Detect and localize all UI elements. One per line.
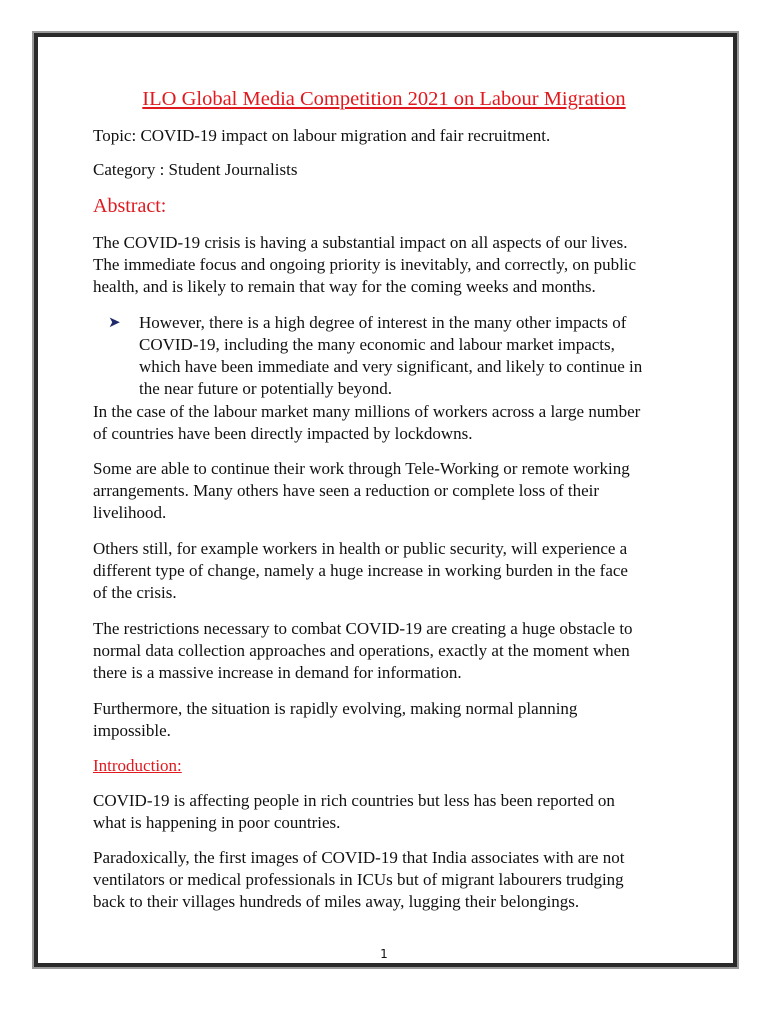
- paragraph-8: [93, 847, 624, 913]
- line: COVID-19 is affecting people in rich countries but less has been reported on: [93, 791, 615, 810]
- paragraph-4: [93, 538, 628, 604]
- paragraph-2: [93, 401, 640, 445]
- abstract-heading: [93, 195, 166, 217]
- paragraph-5: [93, 618, 633, 684]
- paragraph-7: [93, 790, 615, 834]
- page-number: 1: [380, 947, 388, 961]
- line: the near future or potentially beyond.: [139, 379, 393, 398]
- arrow-bullet-icon: ➤: [108, 315, 121, 331]
- line: Some are able to continue their work through Tele-Working or remote working: [93, 459, 630, 478]
- line: The restrictions necessary to combat COVID-19 are creating a huge obstacle to: [93, 619, 633, 638]
- title-text: ILO Global Media Competition 2021 on Labour Migration: [142, 88, 626, 110]
- line: impossible.: [93, 721, 171, 740]
- abstract-heading-text: Abstract:: [93, 195, 167, 217]
- line: what is happening in poor countries.: [93, 813, 341, 832]
- line: The COVID-19 crisis is having a substantial impact on all aspects of our lives.: [93, 233, 628, 252]
- introduction-heading: [93, 755, 182, 777]
- document-title: [0, 88, 768, 111]
- category-line: [93, 159, 297, 181]
- line: ventilators or medical professionals in ICUs but of migrant labourers trudging: [93, 870, 624, 889]
- line: However, there is a high degree of interest in the many other impacts of: [139, 313, 627, 332]
- paragraph-1: [93, 232, 636, 298]
- line: Others still, for example workers in health or public security, will experience a: [93, 539, 628, 558]
- line: health, and is likely to remain that way for the coming weeks and months.: [93, 277, 596, 296]
- topic-text: Topic: COVID-19 impact on labour migration and fair recruitment.: [93, 126, 551, 145]
- line: In the case of the labour market many millions of workers across a large number: [93, 402, 641, 421]
- line: The immediate focus and ongoing priority is inevitably, and correctly, on public: [93, 255, 637, 274]
- line: there is a massive increase in demand for information.: [93, 663, 462, 682]
- line: Paradoxically, the first images of COVID-19 that India associates with are not: [93, 848, 625, 867]
- line: which have been immediate and very significant, and likely to continue in: [139, 357, 643, 376]
- introduction-heading-text: Introduction:: [93, 756, 182, 775]
- paragraph-6: [93, 698, 577, 742]
- line: of the crisis.: [93, 583, 177, 602]
- category-text: Category : Student Journalists: [93, 160, 298, 179]
- line: Furthermore, the situation is rapidly evolving, making normal planning: [93, 699, 578, 718]
- bullet-paragraph: [139, 312, 642, 400]
- line: arrangements. Many others have seen a reduction or complete loss of their: [93, 481, 600, 500]
- topic-line: [93, 125, 550, 147]
- line: of countries have been directly impacted by lockdowns.: [93, 424, 473, 443]
- line: COVID-19, including the many economic and labour market impacts,: [139, 335, 615, 354]
- line: different type of change, namely a huge increase in working burden in the face: [93, 561, 628, 580]
- paragraph-3: [93, 458, 630, 524]
- line: normal data collection approaches and operations, exactly at the moment when: [93, 641, 630, 660]
- line: livelihood.: [93, 503, 167, 522]
- line: back to their villages hundreds of miles away, lugging their belongings.: [93, 892, 580, 911]
